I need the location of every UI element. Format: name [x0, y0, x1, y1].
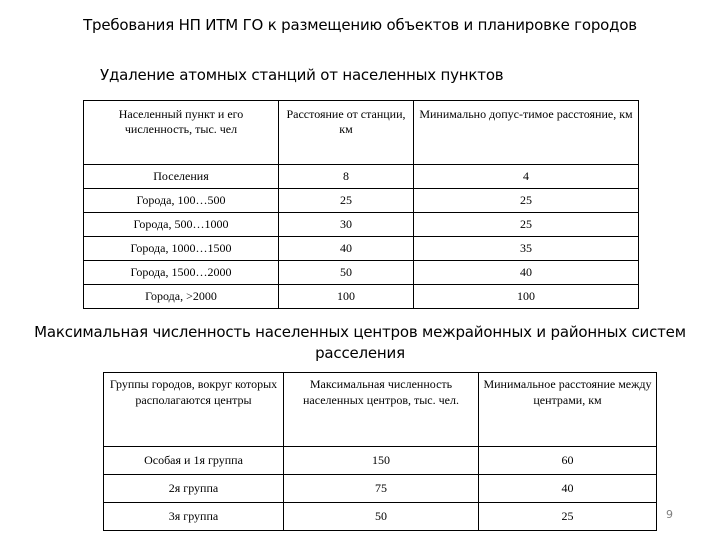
table-row [104, 503, 657, 531]
table-cell: 35 [414, 237, 639, 261]
table-row [84, 213, 639, 237]
table-cell: 60 [479, 447, 657, 475]
settlement-systems-table [103, 372, 657, 531]
table-cell: 40 [279, 237, 414, 261]
table-header-row [104, 373, 657, 447]
header-cell: Расстояние от станции, км [279, 101, 414, 165]
table-cell: 25 [414, 189, 639, 213]
table-cell: 50 [284, 503, 479, 531]
table-cell: Поселения [84, 165, 279, 189]
table-cell: 75 [284, 475, 479, 503]
header-cell: Минимально допус-тимое расстояние, км [414, 101, 639, 165]
table-cell: Города, 1500…2000 [84, 261, 279, 285]
table-cell: 8 [279, 165, 414, 189]
section2-heading: Максимальная численность населенных центров межрайонных и районных систем расселения [34, 323, 686, 362]
table-cell: 4 [414, 165, 639, 189]
nuclear-distance-table [83, 100, 639, 309]
header-cell: Минимальное расстояние между центрами, км [479, 373, 657, 447]
header-cell: Населенный пункт и его численность, тыс. чел [84, 101, 279, 165]
table-cell: 25 [279, 189, 414, 213]
table-cell: 100 [414, 285, 639, 309]
table-cell: Особая и 1я группа [104, 447, 284, 475]
page-number: 9 [666, 508, 673, 521]
table-row [84, 189, 639, 213]
table-cell: Города, >2000 [84, 285, 279, 309]
table-row [104, 475, 657, 503]
table-cell: 2я группа [104, 475, 284, 503]
table-cell: 40 [414, 261, 639, 285]
table-row [84, 261, 639, 285]
table-cell: Города, 500…1000 [84, 213, 279, 237]
header-cell: Максимальная численность населенных центров, тыс. чел. [284, 373, 479, 447]
table-row [84, 285, 639, 309]
table-cell: Города, 1000…1500 [84, 237, 279, 261]
table-header-row [84, 101, 639, 165]
table-cell: 150 [284, 447, 479, 475]
table-cell: Города, 100…500 [84, 189, 279, 213]
table-cell: 30 [279, 213, 414, 237]
table-row [104, 447, 657, 475]
table-cell: 25 [414, 213, 639, 237]
table-row [84, 237, 639, 261]
table-cell: 100 [279, 285, 414, 309]
table-cell: 40 [479, 475, 657, 503]
page-title: Требования НП ИТМ ГО к размещению объектов и планировке городов [83, 16, 637, 34]
table-row [84, 165, 639, 189]
section1-heading: Удаление атомных станций от населенных пунктов [100, 66, 504, 84]
table-cell: 50 [279, 261, 414, 285]
table-cell: 3я группа [104, 503, 284, 531]
header-cell: Группы городов, вокруг которых располагаются центры [104, 373, 284, 447]
table-cell: 25 [479, 503, 657, 531]
